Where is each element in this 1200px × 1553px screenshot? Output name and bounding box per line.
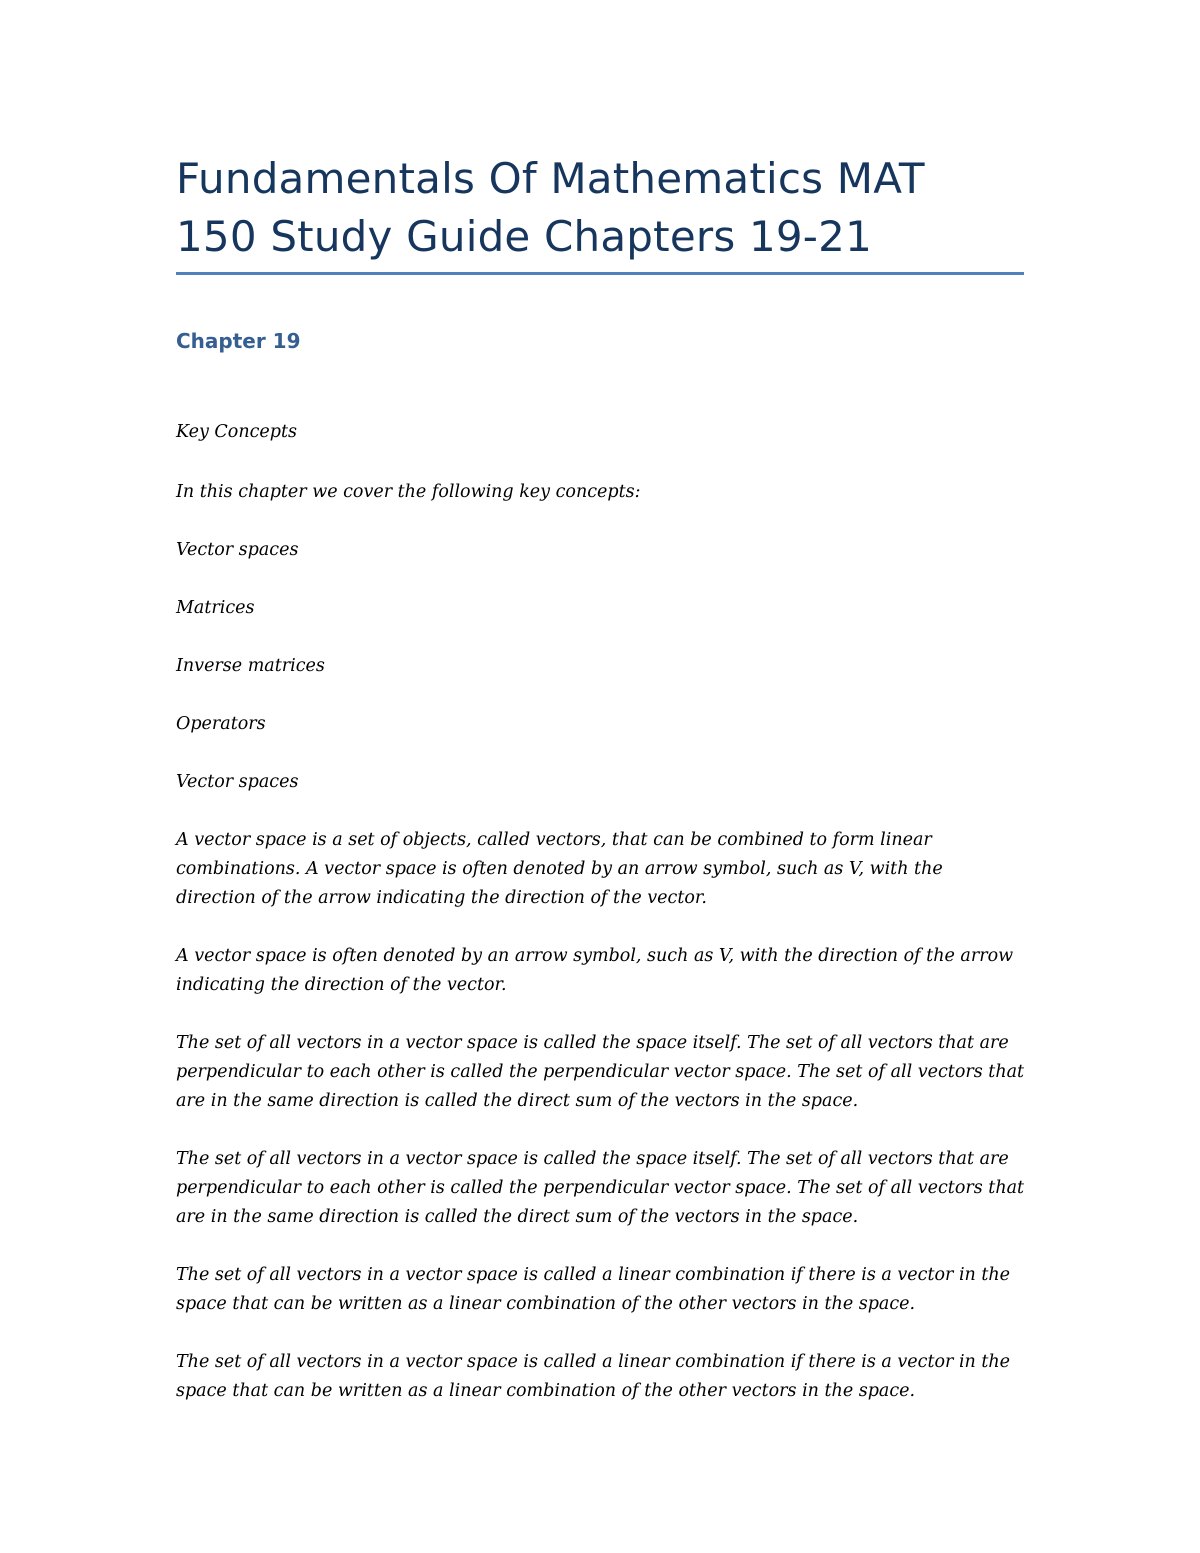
concept-item: Vector spaces (176, 540, 299, 560)
body-paragraph: The set of all vectors in a vector space is called the space itself. The set of all vectors that are perpendicular to each other is called the perpendicular vector space. The set of all vectors that are in the same direction is called the direct sum of the vectors in the space. (176, 1149, 1025, 1227)
body-paragraph: The set of all vectors in a vector space is called a linear combination if there is a vector in the space that can be written as a linear combination of the other vectors in the space. (176, 1265, 1011, 1314)
concept-item: Inverse matrices (176, 656, 325, 676)
concept-item: Matrices (176, 598, 255, 618)
intro-text: In this chapter we cover the following key concepts: (176, 482, 641, 502)
body-paragraph: The set of all vectors in a vector space is called the space itself. The set of all vectors that are perpendicular to each other is called the perpendicular vector space. The set of all vectors that are in the same direction is called the direct sum of the vectors in the space. (176, 1033, 1025, 1111)
body-paragraph: The set of all vectors in a vector space is called a linear combination if there is a vector in the space that can be written as a linear combination of the other vectors in the space. (176, 1352, 1011, 1401)
document-title (176, 150, 1024, 266)
key-concepts-label: Key Concepts (176, 422, 297, 442)
chapter-heading: Chapter 19 (176, 329, 301, 353)
concept-item: Operators (176, 714, 266, 734)
document-title-line-1: Fundamentals Of Mathematics MAT (176, 154, 925, 203)
body-paragraph: A vector space is a set of objects, called vectors, that can be combined to form linear combinations. A vector space is often denoted by an arrow symbol, such as V, with the direction of the arrow indicating the direction of the vector. (176, 830, 943, 908)
section-heading: Vector spaces (176, 772, 299, 792)
body-paragraph: A vector space is often denoted by an arrow symbol, such as V, with the direction of the arrow indicating the direction of the vector. (176, 946, 1014, 995)
title-underline-rule (176, 272, 1024, 275)
document-title-line-2: 150 Study Guide Chapters 19-21 (176, 212, 873, 261)
